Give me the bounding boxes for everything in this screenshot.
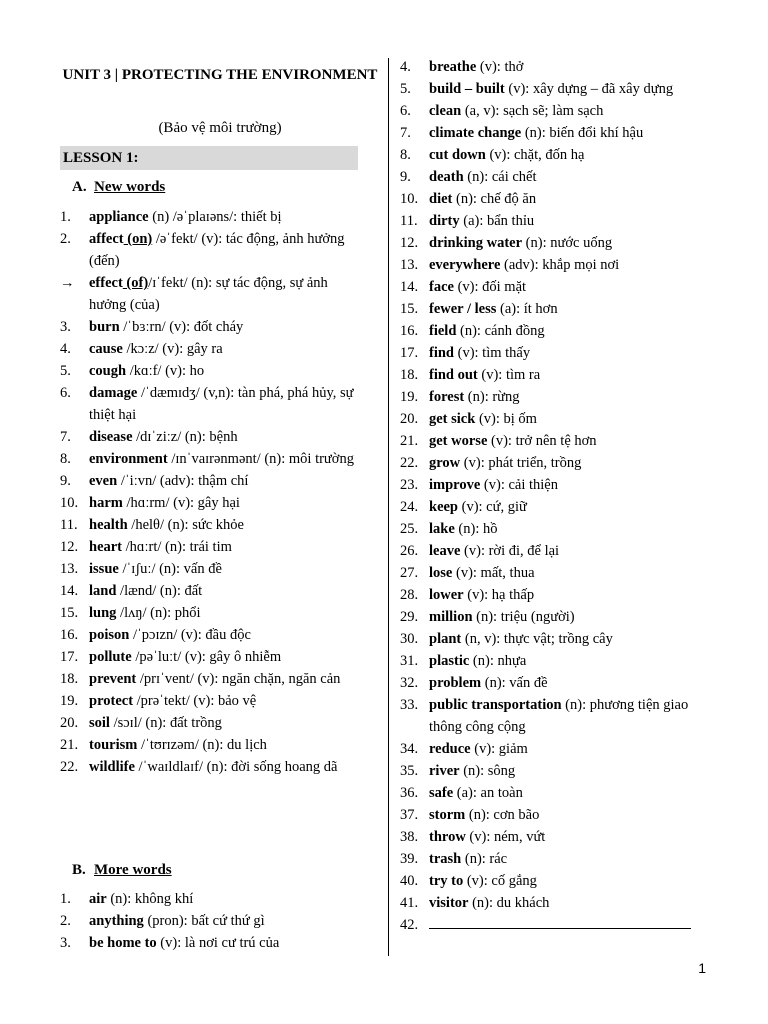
item-number: 15. (60, 605, 79, 621)
word-term: cough (89, 363, 127, 379)
item-number: 20. (400, 411, 419, 427)
word-preposition: (on) (123, 231, 153, 247)
item-number: 24. (400, 499, 419, 515)
word-definition: /helθ/ (n): sức khỏe (127, 517, 244, 533)
word-term: reduce (429, 741, 471, 757)
item-number: 42. (400, 917, 419, 933)
word-definition: /prəˈtekt/ (v): bảo vệ (133, 693, 257, 709)
item-number: 9. (60, 473, 71, 489)
item-number: → (60, 275, 75, 291)
word-definition: (v): giảm (470, 741, 528, 757)
list-item (60, 228, 360, 272)
item-number: 16. (400, 323, 419, 339)
more-words-list-right (400, 56, 720, 936)
word-definition: /ˈbɜːrn/ (v): đốt cháy (119, 319, 244, 335)
list-item (60, 316, 360, 338)
more-words-list-left (60, 888, 360, 954)
list-item (400, 298, 720, 320)
item-number: 15. (400, 301, 419, 317)
word-term: protect (89, 693, 134, 709)
unit-title: UNIT 3 | PROTECTING THE ENVIRONMENT (62, 67, 378, 83)
word-term: diet (429, 191, 453, 207)
list-item (400, 452, 720, 474)
item-number: 20. (60, 715, 79, 731)
column-divider (388, 58, 389, 956)
word-term: land (89, 583, 117, 599)
word-definition: /sɔɪl/ (n): đất trồng (109, 715, 222, 731)
word-definition: (v): đối mặt (453, 279, 527, 295)
item-number: 6. (400, 103, 411, 119)
word-term: climate change (429, 125, 522, 141)
item-number: 9. (400, 169, 411, 185)
word-term: trash (429, 851, 462, 867)
item-number: 21. (400, 433, 419, 449)
list-item (60, 382, 360, 426)
item-number: 8. (400, 147, 411, 163)
word-definition: (v): chặt, đốn hạ (485, 147, 585, 163)
word-definition: (n): biến đổi khí hậu (521, 125, 644, 141)
word-definition: (v): cố gắng (463, 873, 537, 889)
list-item (60, 426, 360, 448)
word-definition: (v): bị ốm (475, 411, 537, 427)
list-item (60, 602, 360, 624)
word-term: wildlife (89, 759, 135, 775)
list-item (60, 734, 360, 756)
word-term: fewer / less (429, 301, 497, 317)
word-definition: /ˈpɔɪzn/ (v): đầu độc (129, 627, 251, 643)
word-definition: (v): là nơi cư trú của (156, 935, 280, 951)
word-term: harm (89, 495, 123, 511)
section-b-name: More words (94, 862, 172, 878)
word-preposition: (of) (122, 275, 149, 291)
word-term: everywhere (429, 257, 501, 273)
list-item (400, 650, 720, 672)
word-definition: (v): hạ thấp (463, 587, 535, 603)
item-number: 19. (400, 389, 419, 405)
word-term: clean (429, 103, 462, 119)
word-term: effect (89, 275, 123, 291)
word-term: million (429, 609, 473, 625)
word-term: breathe (429, 59, 477, 75)
word-term: find out (429, 367, 478, 383)
list-item (60, 470, 360, 492)
word-term: plastic (429, 653, 470, 669)
word-term: visitor (429, 895, 469, 911)
list-item (60, 536, 360, 558)
list-item (400, 122, 720, 144)
word-term: health (89, 517, 128, 533)
word-definition: (a): bẩn thỉu (459, 213, 535, 229)
word-term: appliance (89, 209, 149, 225)
word-definition: (n): sông (459, 763, 516, 779)
word-term: dirty (429, 213, 460, 229)
list-item (400, 78, 720, 100)
list-item (400, 100, 720, 122)
list-item (400, 518, 720, 540)
word-definition: (adv): khắp mọi nơi (500, 257, 620, 273)
word-term: lake (429, 521, 455, 537)
word-definition: /kɔːz/ (v): gây ra (122, 341, 223, 357)
list-item (400, 848, 720, 870)
word-definition: (v): thở (476, 59, 524, 75)
word-term: air (89, 891, 107, 907)
word-term: plant (429, 631, 462, 647)
list-item (60, 514, 360, 536)
item-number: 31. (400, 653, 419, 669)
list-item (60, 668, 360, 690)
item-number: 11. (60, 517, 78, 533)
word-term: environment (89, 451, 168, 467)
item-number: 5. (60, 363, 71, 379)
list-item (400, 386, 720, 408)
word-term: forest (429, 389, 465, 405)
word-term: anything (89, 913, 144, 929)
item-number: 21. (60, 737, 79, 753)
item-number: 30. (400, 631, 419, 647)
list-item (400, 672, 720, 694)
list-item (400, 738, 720, 760)
list-item (60, 690, 360, 712)
list-item (60, 712, 360, 734)
list-item (400, 430, 720, 452)
word-definition: /ˈwaɪldlaɪf/ (n): đời sống hoang dã (134, 759, 338, 775)
word-definition: (n): vấn đề (481, 675, 548, 691)
list-item (400, 804, 720, 826)
list-item (400, 474, 720, 496)
item-number: 37. (400, 807, 419, 823)
word-definition: (v): mất, thua (452, 565, 535, 581)
word-definition: /hɑːrm/ (v): gây hại (122, 495, 240, 511)
item-number: 27. (400, 565, 419, 581)
word-definition: (a): an toàn (453, 785, 523, 801)
list-item (400, 914, 720, 936)
item-number: 3. (60, 935, 71, 951)
item-number: 4. (60, 341, 71, 357)
list-item (400, 232, 720, 254)
item-number: 14. (60, 583, 79, 599)
list-item (60, 756, 360, 778)
word-definition: (n): nhựa (469, 653, 527, 669)
word-term: safe (429, 785, 454, 801)
item-number: 13. (60, 561, 79, 577)
item-number: 10. (400, 191, 419, 207)
word-term: lose (429, 565, 453, 581)
list-item (400, 870, 720, 892)
word-term: pollute (89, 649, 132, 665)
list-item (60, 888, 360, 910)
word-term: grow (429, 455, 461, 471)
item-number: 25. (400, 521, 419, 537)
item-number: 29. (400, 609, 419, 625)
blank-line (429, 914, 691, 929)
item-number: 16. (60, 627, 79, 643)
word-definition: (a, v): sạch sẽ; làm sạch (461, 103, 604, 119)
word-definition: /dɪˈziːz/ (n): bệnh (132, 429, 238, 445)
word-term: storm (429, 807, 466, 823)
new-words-list (60, 206, 360, 778)
item-number: 2. (60, 231, 71, 247)
word-term: leave (429, 543, 461, 559)
word-term: river (429, 763, 460, 779)
word-definition: /prɪˈvent/ (v): ngăn chặn, ngăn cản (136, 671, 341, 687)
item-number: 18. (60, 671, 79, 687)
word-definition: (n): nước uống (522, 235, 613, 251)
word-term: drinking water (429, 235, 523, 251)
word-definition: (v): tìm thấy (454, 345, 531, 361)
item-number: 36. (400, 785, 419, 801)
list-item (400, 364, 720, 386)
word-term: soil (89, 715, 110, 731)
list-item (60, 558, 360, 580)
word-definition: (n): hồ (454, 521, 498, 537)
word-definition: /ˈtʊrɪzəm/ (n): du lịch (137, 737, 267, 753)
list-item (400, 408, 720, 430)
item-number: 5. (400, 81, 411, 97)
lesson-heading: LESSON 1: (60, 146, 358, 170)
word-term: prevent (89, 671, 137, 687)
list-item (60, 360, 360, 382)
word-term: get sick (429, 411, 476, 427)
word-term: cut down (429, 147, 486, 163)
word-definition: (n): không khí (106, 891, 194, 907)
item-number: 10. (60, 495, 79, 511)
item-number: 6. (60, 385, 71, 401)
word-definition: /ˈiːvn/ (adv): thậm chí (117, 473, 249, 489)
list-item (60, 580, 360, 602)
item-number: 34. (400, 741, 419, 757)
word-definition: (n) /əˈplaɪəns/: thiết bị (148, 209, 282, 225)
word-term: get worse (429, 433, 488, 449)
word-definition: (v): trở nên tệ hơn (487, 433, 597, 449)
section-a-name: New words (94, 179, 166, 195)
list-item (400, 276, 720, 298)
list-item (400, 694, 720, 738)
word-term: improve (429, 477, 481, 493)
word-definition: (pron): bất cứ thứ gì (143, 913, 265, 929)
list-item (60, 492, 360, 514)
word-term: even (89, 473, 118, 489)
item-number: 12. (400, 235, 419, 251)
list-item (400, 606, 720, 628)
list-item (400, 166, 720, 188)
word-term: keep (429, 499, 458, 515)
list-item (60, 646, 360, 668)
word-term: throw (429, 829, 466, 845)
word-term: issue (89, 561, 119, 577)
list-item (60, 338, 360, 360)
list-item (60, 448, 360, 470)
list-item (400, 56, 720, 78)
word-definition: /pəˈluːt/ (v): gây ô nhiễm (131, 649, 282, 665)
word-definition: (n): du khách (468, 895, 550, 911)
word-definition: (n): rừng (464, 389, 520, 405)
item-number: 32. (400, 675, 419, 691)
item-number: 22. (60, 759, 79, 775)
word-term: build – built (429, 81, 505, 97)
word-definition: /əˈfekt/ (v): tác động, ảnh hưởng (đến) (89, 231, 345, 269)
word-definition: (n): rác (461, 851, 508, 867)
section-a-heading (72, 177, 165, 197)
section-b-heading (72, 860, 172, 880)
item-number: 7. (400, 125, 411, 141)
word-definition: (n): cánh đồng (456, 323, 545, 339)
item-number: 40. (400, 873, 419, 889)
word-definition: (v): rời đi, để lại (460, 543, 560, 559)
item-number: 17. (400, 345, 419, 361)
item-number: 22. (400, 455, 419, 471)
item-number: 7. (60, 429, 71, 445)
word-definition: (v): ném, vứt (465, 829, 546, 845)
list-item (400, 496, 720, 518)
word-term: disease (89, 429, 133, 445)
list-item (400, 584, 720, 606)
item-number: 28. (400, 587, 419, 603)
list-item (400, 760, 720, 782)
word-definition: (n): chế độ ăn (452, 191, 537, 207)
list-item (400, 826, 720, 848)
word-definition: (v): phát triển, trồng (460, 455, 582, 471)
word-term: public transportation (429, 697, 562, 713)
list-item (400, 628, 720, 650)
item-number: 17. (60, 649, 79, 665)
list-item (400, 210, 720, 232)
list-item (400, 188, 720, 210)
item-number: 12. (60, 539, 79, 555)
section-b-letter: B. (72, 862, 86, 878)
word-definition: /lʌŋ/ (n): phổi (116, 605, 201, 621)
word-term: problem (429, 675, 482, 691)
list-item (60, 932, 360, 954)
word-term: face (429, 279, 454, 295)
word-definition: (n): cơn bão (465, 807, 540, 823)
item-number: 1. (60, 891, 71, 907)
word-definition: /hɑːrt/ (n): trái tim (122, 539, 232, 555)
item-number: 14. (400, 279, 419, 295)
word-term: be home to (89, 935, 157, 951)
item-number: 39. (400, 851, 419, 867)
word-term: cause (89, 341, 123, 357)
item-number: 23. (400, 477, 419, 493)
item-number: 8. (60, 451, 71, 467)
word-term: tourism (89, 737, 138, 753)
word-term: heart (89, 539, 123, 555)
item-number: 38. (400, 829, 419, 845)
item-number: 1. (60, 209, 71, 225)
word-definition: /ɪˈfekt/ (n): sự tác động, sự ảnh hưởng (của) (89, 275, 328, 313)
word-term: lung (89, 605, 117, 621)
word-definition: /ˈɪʃuː/ (n): vấn đề (118, 561, 222, 577)
word-term: field (429, 323, 457, 339)
item-number: 3. (60, 319, 71, 335)
item-number: 4. (400, 59, 411, 75)
word-term: death (429, 169, 464, 185)
list-item (60, 624, 360, 646)
word-definition: (v): tìm ra (477, 367, 541, 383)
list-item (60, 910, 360, 932)
list-item (400, 562, 720, 584)
word-definition: (v): cứ, giữ (458, 499, 527, 515)
word-definition: /ˈdæmɪdʒ/ (v,n): tàn phá, phá hủy, sự thiệt hại (89, 385, 354, 423)
item-number: 33. (400, 697, 419, 713)
item-number: 41. (400, 895, 419, 911)
section-a-letter: A. (72, 179, 87, 195)
word-term: find (429, 345, 454, 361)
word-definition: (a): ít hơn (496, 301, 558, 317)
word-term: lower (429, 587, 464, 603)
list-item (400, 540, 720, 562)
list-item (60, 272, 360, 316)
page-number: 1 (698, 960, 706, 976)
word-term: damage (89, 385, 138, 401)
item-number: 18. (400, 367, 419, 383)
word-definition: (n): cái chết (463, 169, 537, 185)
item-number: 11. (400, 213, 418, 229)
list-item (400, 782, 720, 804)
list-item (400, 254, 720, 276)
item-number: 19. (60, 693, 79, 709)
word-term: poison (89, 627, 130, 643)
word-term: affect (89, 231, 124, 247)
item-number: 26. (400, 543, 419, 559)
word-definition: (n, v): thực vật; trồng cây (461, 631, 613, 647)
word-term: burn (89, 319, 120, 335)
list-item (400, 320, 720, 342)
unit-subtitle: (Bảo vệ môi trường) (158, 120, 282, 136)
item-number: 13. (400, 257, 419, 273)
word-definition: (v): xây dựng – đã xây dựng (504, 81, 674, 97)
word-term: try to (429, 873, 464, 889)
word-definition: (v): cải thiện (480, 477, 558, 493)
word-definition: (n): phương tiện giao thông công cộng (429, 697, 689, 735)
word-definition: /kɑːf/ (v): ho (126, 363, 205, 379)
item-number: 35. (400, 763, 419, 779)
word-definition: (n): triệu (người) (472, 609, 575, 625)
word-definition: /ɪnˈvaɪrənmənt/ (n): môi trường (167, 451, 354, 467)
list-item (400, 892, 720, 914)
item-number: 2. (60, 913, 71, 929)
list-item (400, 342, 720, 364)
list-item (400, 144, 720, 166)
list-item (60, 206, 360, 228)
word-definition: /lænd/ (n): đất (116, 583, 203, 599)
